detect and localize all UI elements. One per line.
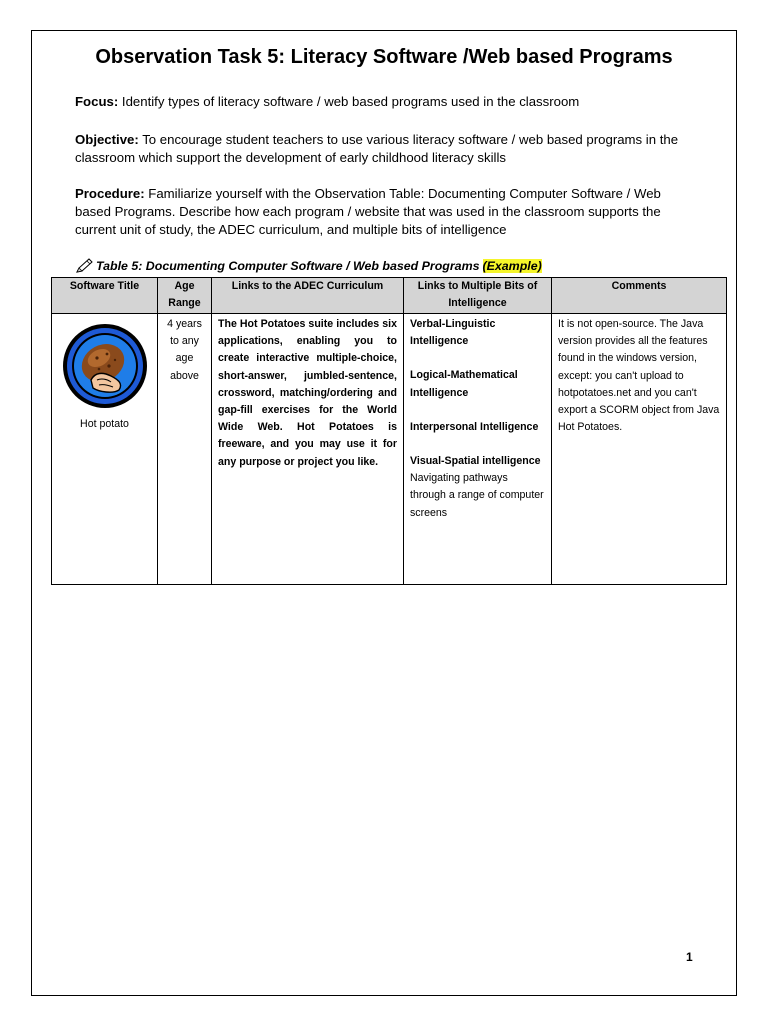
table-row (52, 314, 727, 585)
intelligence-cell (404, 314, 552, 585)
caption-text: Table 5: Documenting Computer Software / Web based Programs (96, 259, 480, 273)
intelligence-note: Navigating pathways through a range of computer screens (410, 472, 544, 519)
header-comments: Comments (552, 278, 727, 314)
procedure-label: Procedure: (75, 186, 145, 201)
header-age-range: Age Range (158, 278, 212, 314)
header-intelligence-links: Links to Multiple Bits of Intelligence (404, 278, 552, 314)
caption-highlight: (Example) (482, 259, 542, 273)
adec-cell: The Hot Potatoes suite includes six applications, enabling you to create interactive multiple-choice, short-answer, jumbled-sentence, crossword, matching/ordering and gap-fill exercises for the World Wide Web. Hot Potatoes is freeware, and you may use it for any purpose or project you like. (212, 314, 404, 585)
intelligence-item: Logical-Mathematical Intelligence (410, 369, 518, 399)
focus-text: Identify types of literacy software / web based programs used in the classroom (121, 94, 580, 109)
software-table (51, 277, 727, 585)
objective-paragraph (75, 131, 695, 167)
pencil-icon (75, 258, 93, 274)
software-name: Hot potato (80, 418, 129, 430)
intelligence-item: Visual-Spatial intelligence (410, 455, 541, 468)
hot-potatoes-logo-icon (61, 322, 149, 410)
intelligence-item: Verbal-Linguistic Intelligence (410, 318, 496, 348)
comments-cell: It is not open-source. The Java version provides all the features found in the windows version, except: you can't upload to hotpotatoes.net and you can't export a SCORM object from Java Hot Potatoes. (552, 314, 727, 585)
procedure-text: Familiarize yourself with the Observation Table: Documenting Computer Software / Web based Programs. Describe how each program / website that was used in the classroom supports the current unit of study, the ADEC curriculum, and multiple bits of intelligence (75, 186, 661, 237)
software-cell (52, 314, 158, 585)
objective-text: To encourage student teachers to use various literacy software / web based programs in the classroom which support the development of early childhood literacy skills (75, 132, 679, 165)
table-header-row (52, 278, 727, 314)
focus-label: Focus: (75, 94, 119, 109)
page-number: 1 (686, 950, 693, 964)
age-cell: 4 years to any age above (158, 314, 212, 585)
intelligence-item: Interpersonal Intelligence (410, 420, 539, 433)
header-software-title: Software Title (52, 278, 158, 314)
procedure-paragraph (75, 185, 695, 239)
objective-label: Objective: (75, 132, 139, 147)
page-title: Observation Task 5: Literacy Software /Web based Programs (95, 46, 673, 68)
table-caption (75, 258, 542, 274)
header-adec-links: Links to the ADEC Curriculum (212, 278, 404, 314)
focus-paragraph (75, 93, 695, 111)
